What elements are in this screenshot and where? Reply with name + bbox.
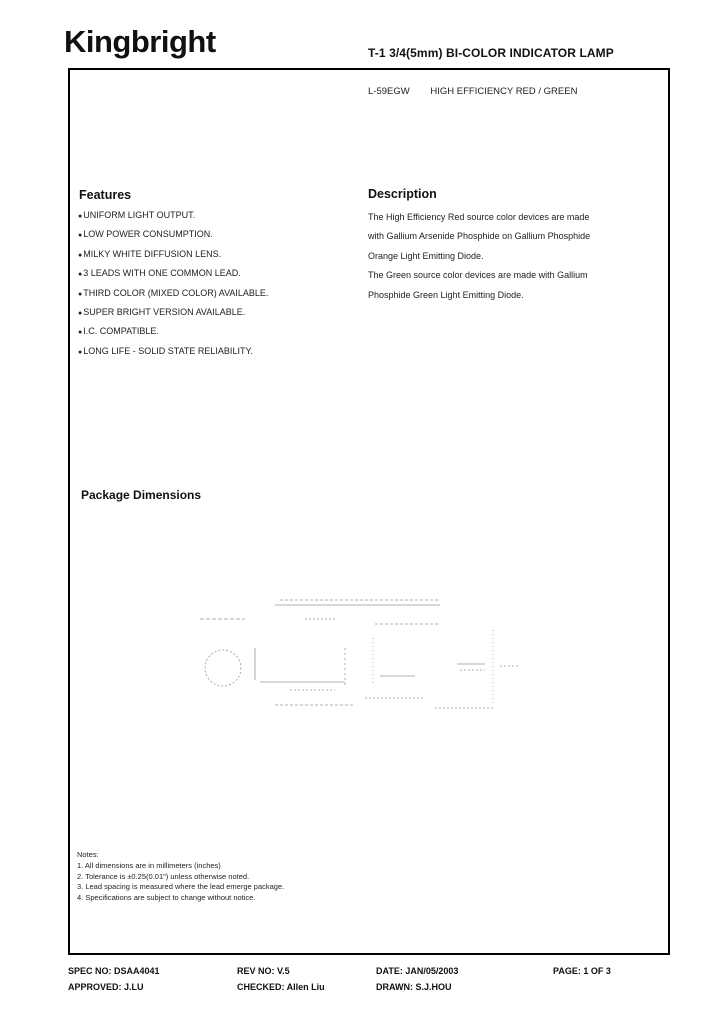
feature-item: ●LOW POWER CONSUMPTION.: [78, 229, 213, 240]
description-text: [368, 208, 638, 305]
bullet-icon: ●: [78, 348, 83, 356]
feature-item: ●I.C. COMPATIBLE.: [78, 326, 159, 337]
features-heading: Features: [79, 188, 132, 202]
description-heading: Description: [368, 187, 437, 201]
page-number: PAGE: 1 OF 3: [553, 966, 611, 976]
description-line: The Green source color devices are made with Gallium: [368, 270, 588, 281]
revision-number: REV NO: V.5: [237, 966, 290, 976]
feature-item: ●UNIFORM LIGHT OUTPUT.: [78, 210, 196, 220]
features-list: [78, 209, 268, 364]
part-line: [368, 86, 577, 97]
feature-item: ●SUPER BRIGHT VERSION AVAILABLE.: [78, 306, 246, 317]
bullet-icon: ●: [78, 271, 83, 279]
description-line: with Gallium Arsenide Phosphide on Gallium Phosphide: [368, 231, 591, 242]
bullet-icon: ●: [78, 251, 83, 259]
approved-by: APPROVED: J.LU: [68, 982, 144, 992]
package-dimensions-drawing: [195, 588, 525, 718]
note-item: 4. Specifications are subject to change without notice.: [77, 893, 256, 903]
drawn-by: DRAWN: S.J.HOU: [376, 982, 452, 992]
feature-item: ●MILKY WHITE DIFFUSION LENS.: [78, 248, 222, 259]
description-line: Phosphide Green Light Emitting Diode.: [368, 289, 524, 300]
bullet-icon: ●: [78, 290, 83, 298]
description-line: Orange Light Emitting Diode.: [368, 250, 484, 261]
note-item: 3. Lead spacing is measured where the lead emerge package.: [77, 882, 285, 892]
part-color: HIGH EFFICIENCY RED / GREEN: [430, 86, 578, 97]
description-line: The High Efficiency Red source color devices are made: [368, 212, 590, 222]
part-number: L-59EGW: [368, 86, 410, 97]
date: DATE: JAN/05/2003: [376, 966, 459, 976]
bullet-icon: ●: [78, 309, 83, 317]
document-title: T-1 3/4(5mm) BI-COLOR INDICATOR LAMP: [368, 46, 614, 60]
feature-item: ●LONG LIFE - SOLID STATE RELIABILITY.: [78, 345, 253, 356]
feature-item: ●3 LEADS WITH ONE COMMON LEAD.: [78, 268, 241, 279]
content-frame: [68, 68, 670, 955]
spec-number: SPEC NO: DSAA4041: [68, 966, 160, 976]
bullet-icon: ●: [78, 329, 83, 337]
package-dimensions-heading: Package Dimensions: [81, 488, 202, 502]
checked-by: CHECKED: Allen Liu: [237, 982, 325, 992]
bullet-icon: ●: [78, 232, 83, 240]
feature-item: ●THIRD COLOR (MIXED COLOR) AVAILABLE.: [78, 287, 269, 298]
kingbright-logo: Kingbright: [64, 24, 216, 59]
bullet-icon: ●: [78, 213, 83, 220]
notes: [77, 850, 284, 904]
note-item: 1. All dimensions are in millimeters (inches): [77, 860, 221, 870]
notes-heading: Notes:: [77, 850, 99, 859]
note-item: 2. Tolerance is ±0.25(0.01") unless otherwise noted.: [77, 871, 250, 881]
